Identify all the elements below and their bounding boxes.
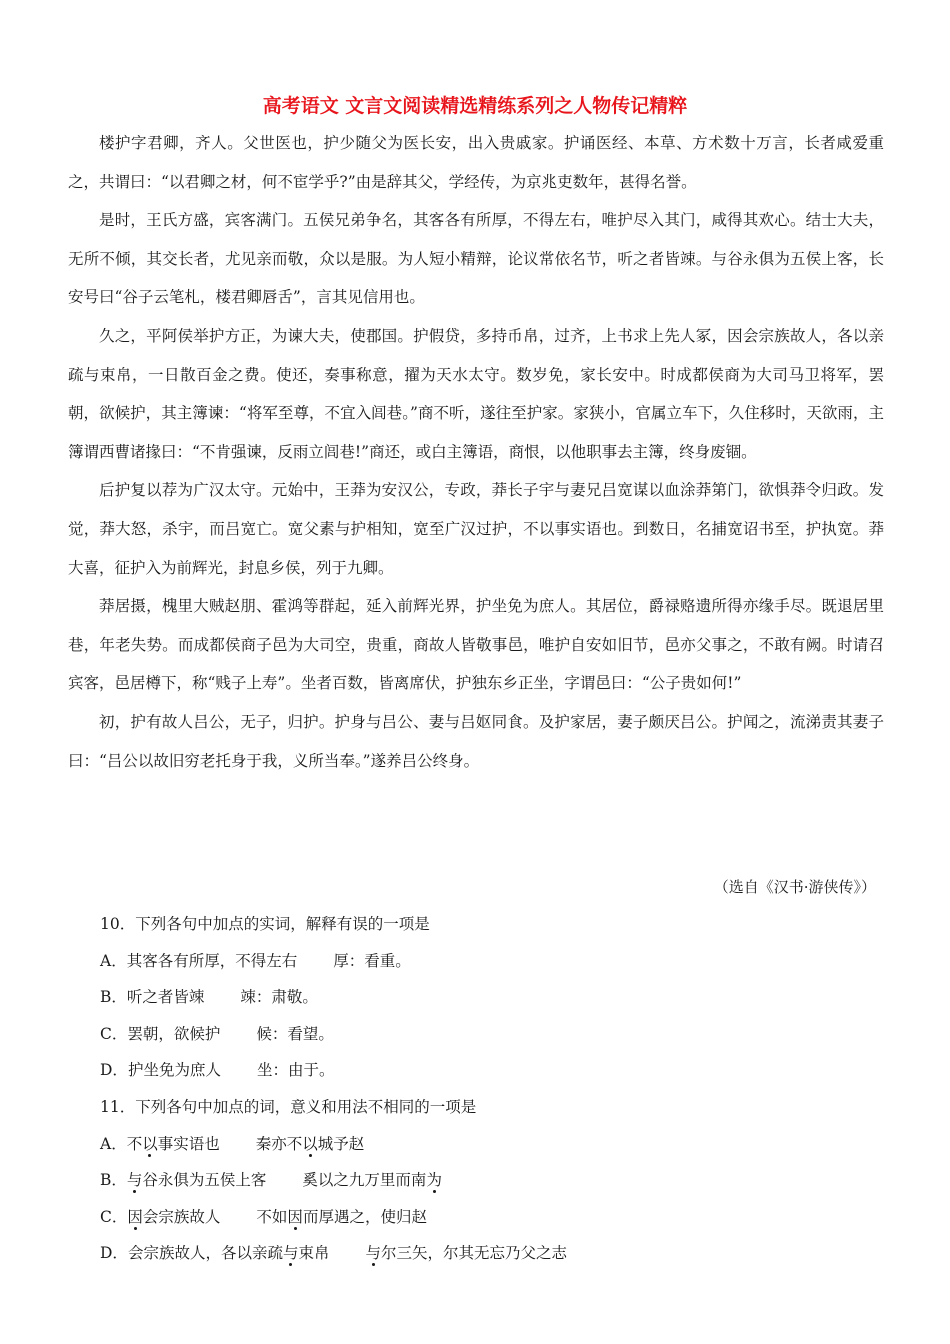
question-11-option-a (100, 1126, 880, 1163)
dotted-word: 以 (302, 1134, 318, 1153)
option-label: B． (100, 1171, 127, 1190)
sentence-1-post: 会宗族故人 (142, 1207, 221, 1226)
option-note: 厚：看重。 (333, 951, 411, 970)
dotted-word: 与 (282, 1244, 299, 1263)
dotted-word: 与 (365, 1244, 381, 1263)
source-citation: （选自《汉书·游侠传》） (713, 878, 876, 896)
question-10-option-a (100, 943, 880, 980)
question-section (100, 906, 880, 1272)
question-10-option-b (100, 979, 880, 1016)
sentence-2-pre: 奚以之九万里而南 (302, 1171, 427, 1190)
passage-paragraph-5: 莽居摄，槐里大贼赵朋、霍鸿等群起，延入前辉光界，护坐免为庶人。其居位，爵禄赂遗所得亦缘手尽。既退居里巷，年老失势。而成都侯商子邑为大司空，贵重，商故人皆敬事邑，唯护自安如旧节，邑亦父事之，不敢有阙。时请召宾客，邑居樽下，称“贱子上寿”。坐者百数，皆离席伏，护独东乡正坐，字谓邑曰：“公子贵如何!” (68, 597, 884, 693)
option-note: 候：看望。 (256, 1024, 334, 1043)
passage-paragraph-4: 后护复以荐为广汉太守。元始中，王莽为安汉公，专政，莽长子宇与妻兄吕宽谋以血涂莽第门，欲惧莽令归政。发觉，莽大怒，杀宇，而吕宽亡。宽父素与护相知，宽至广汉过护，不以事实语也。到数日，名捕宽诏书至，护执宽。莽大喜，征护入为前辉光，封息乡侯，列于九卿。 (68, 481, 884, 577)
option-label: D． (100, 1244, 128, 1263)
question-10-stem: 10．下列各句中加点的实词，解释有误的一项是 (100, 915, 430, 933)
option-text: 听之者皆竦 (126, 988, 205, 1007)
sentence-1-post: 谷永俱为五侯上客 (142, 1171, 267, 1190)
sentence-2-post: 而厚遇之，使归赵 (302, 1207, 427, 1226)
passage-paragraph-2: 是时，王氏方盛，宾客满门。五侯兄弟争名，其客各有所厚，不得左右，唯护尽入其门，咸得其欢心。结士大夫，无所不倾，其交长者，尤见亲而敬，众以是服。为人短小精辩，论议常依名节，听之者皆竦。与谷永俱为五侯上客，长安号曰“谷子云笔札，楼君卿唇舌”，言其见信用也。 (68, 211, 884, 307)
option-label: A． (100, 951, 127, 970)
sentence-1-pre: 会宗族故人，各以亲疏 (127, 1244, 283, 1263)
option-text: 其客各有所厚，不得左右 (126, 951, 298, 970)
question-11-option-c (100, 1199, 880, 1236)
passage-paragraph-6: 初，护有故人吕公，无子，归护。护身与吕公、妻与吕妪同食。及护家居，妻子颇厌吕公。护闻之，流涕责其妻子曰：“吕公以故旧穷老托身于我，义所当奉。”遂养吕公终身。 (68, 712, 884, 770)
sentence-2-pre: 秦亦不 (255, 1134, 303, 1153)
sentence-2-pre: 不如 (256, 1207, 288, 1226)
dotted-word: 以 (142, 1134, 158, 1153)
option-label: C． (100, 1024, 128, 1043)
passage-paragraph-1: 楼护字君卿，齐人。父世医也，护少随父为医长安，出入贵戚家。护诵医经、本草、方术数十万言，长者咸爱重之，共谓曰：“以君卿之材，何不宦学乎?”由是辞其父，学经传，为京兆吏数年，甚得名誉。 (68, 134, 884, 191)
passage-paragraph-3: 久之，平阿侯举护方正，为谏大夫，使郡国。护假贷，多持币帛，过齐，上书求上先人冢，因会宗族故人，各以亲疏与束帛，一日散百金之费。使还，奏事称意，擢为天水太守。数岁免，家长安中。时成都侯商为大司马卫将军，罢朝，欲候护，其主簿谏：“将军至尊，不宜入闾巷。”商不听，遂往至护家。家狭小，官属立车下，久住移时，天欲雨，主簿谓西曹诸掾曰：“不肯强谏，反雨立闾巷!”商还，或白主簿语，商恨，以他职事去主簿，终身废锢。 (68, 326, 884, 461)
question-11-stem: 11．下列各句中加点的词，意义和用法不相同的一项是 (100, 1097, 477, 1116)
sentence-1-post: 束帛 (298, 1244, 330, 1263)
option-text: 罢朝，欲候护 (127, 1024, 221, 1043)
sentence-1-post: 事实语也 (157, 1134, 220, 1153)
option-label: D． (100, 1061, 128, 1080)
sentence-2-post: 尔三矢，尔其无忘乃父之志 (381, 1244, 568, 1263)
option-note: 坐：由于。 (256, 1061, 335, 1080)
classical-passage (68, 124, 884, 780)
question-10-option-d (100, 1052, 880, 1089)
dotted-word: 因 (287, 1207, 303, 1226)
option-note: 竦：肃敬。 (240, 988, 318, 1007)
dotted-word: 因 (127, 1207, 143, 1226)
dotted-word: 与 (126, 1171, 143, 1190)
question-11-option-d (100, 1235, 880, 1272)
question-10-option-c (100, 1016, 880, 1053)
option-label: B． (100, 988, 127, 1007)
sentence-2-post: 城予赵 (317, 1134, 365, 1153)
option-label: C． (100, 1207, 128, 1226)
dotted-word: 为 (426, 1171, 442, 1190)
question-11-option-b (100, 1162, 880, 1199)
option-label: A． (100, 1134, 127, 1153)
sentence-1-pre: 不 (126, 1134, 143, 1153)
option-text: 护坐免为庶人 (127, 1061, 221, 1080)
document-title: 高考语文 文言文阅读精选精练系列之人物传记精粹 (262, 95, 688, 117)
